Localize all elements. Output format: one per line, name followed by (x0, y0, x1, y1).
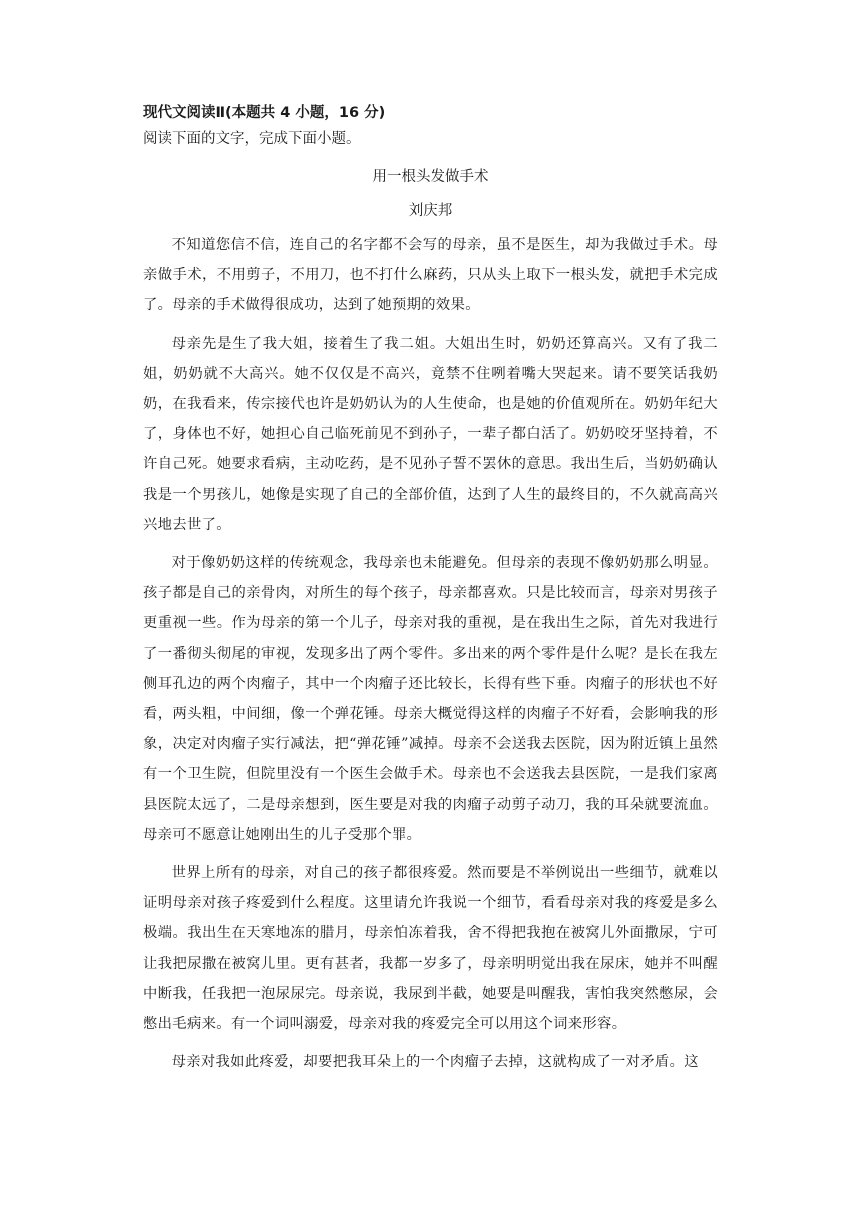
article-author: 刘庆邦 (408, 203, 453, 219)
article-paragraph: 世界上所有的母亲，对自己的孩子都很疼爱。然而要是不举例说出一些细节，就难以证明母亲对孩子疼爱到什么程度。这里请允许我说一个细节，看看母亲对我的疼爱是多么极端。我出生在天寒地冻的腊月，母亲怕冻着我，舍不得把我抱在被窝儿外面撒尿，宁可让我把尿撒在被窝儿里。更有甚者，我都一岁多了，母亲明明觉出我在尿床，她并不叫醒中断我，任我把一泡尿尿完。母亲说，我尿到半截，她要是叫醒我，害怕我突然憋尿，会憋出毛病来。有一个词叫溺爱，母亲对我的疼爱完全可以用这个词来形容。 (143, 865, 718, 1033)
section-title: 现代文阅读Ⅱ(本题共 4 小题，16 分) (143, 105, 386, 121)
article-paragraph: 母亲先是生了我大姐，接着生了我二姐。大姐出生时，奶奶还算高兴。又有了我二姐，奶奶就不大高兴。她不仅仅是不高兴，竟禁不住咧着嘴大哭起来。请不要笑话我奶奶，在我看来，传宗接代也许是奶奶认为的人生使命，也是她的价值观所在。奶奶年纪大了，身体也不好，她担心自己临死前见不到孙子，一辈子都白活了。奶奶咬牙坚持着，不许自己死。她要求看病，主动吃药，是不见孙子誓不罢休的意思。我出生后，当奶奶确认我是一个男孩儿，她像是实现了自己的全部价值，达到了人生的最终目的，不久就高高兴兴地去世了。 (143, 335, 718, 533)
article-paragraph: 不知道您信不信，连自己的名字都不会写的母亲，虽不是医生，却为我做过手术。母亲做手术，不用剪子，不用刀，也不打什么麻药，只从头上取下一根头发，就把手术完成了。母亲的手术做得很成功，达到了她预期的效果。 (143, 237, 718, 314)
document-page (143, 100, 718, 1085)
reading-instruction: 阅读下面的文字，完成下面小题。 (143, 131, 361, 147)
article-title: 用一根头发做手术 (372, 169, 489, 185)
article-paragraph: 母亲对我如此疼爱，却要把我耳朵上的一个肉瘤子去掉，这就构成了一对矛盾。这 (171, 1054, 699, 1071)
article-paragraph: 对于像奶奶这样的传统观念，我母亲也未能避免。但母亲的表现不像奶奶那么明显。孩子都是自己的亲骨肉，对所生的每个孩子，母亲都喜欢。只是比较而言，母亲对男孩子更重视一些。作为母亲的第一个儿子，母亲对我的重视，是在我出生之际，首先对我进行了一番彻头彻尾的审视，发现多出了两个零件。多出来的两个零件是什么呢？是长在我左侧耳孔边的两个肉瘤子，其中一个肉瘤子还比较长，长得有些下垂。肉瘤子的形状也不好看，两头粗，中间细，像一个弹花锤。母亲大概觉得这样的肉瘤子不好看，会影响我的形象，决定对肉瘤子实行减法，把“弹花锤”减掉。母亲不会送我去医院，因为附近镇上虽然有一个卫生院，但院里没有一个医生会做手术。母亲也不会送我去县医院，一是我们家离县医院太远了，二是母亲想到，医生要是对我的肉瘤子动剪子动刀，我的耳朵就要流血。母亲可不愿意让她刚出生的儿子受那个罪。 (143, 555, 718, 843)
